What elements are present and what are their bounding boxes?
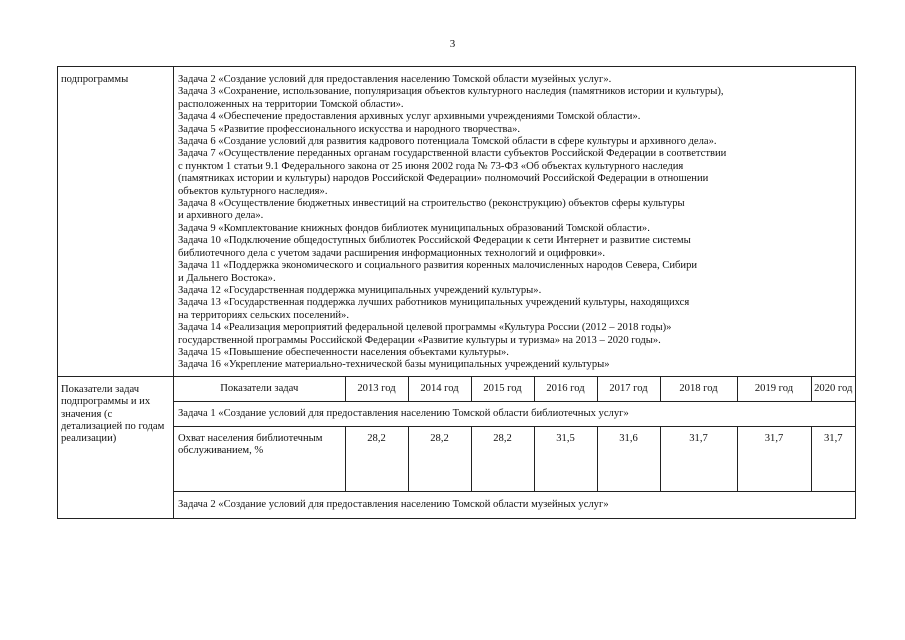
task-line: Задача 6 «Создание условий для развития кадрового потенциала Томской области в сфере культуры и архивного дела». <box>178 136 717 148</box>
task-line: Задача 11 «Поддержка экономического и социального развития коренных малочисленных народов Севера, Сибири <box>178 260 698 272</box>
header-year: 2016 год <box>534 377 597 402</box>
task-heading-row <box>174 491 855 518</box>
task-line: государственной программы Российской Федерации «Развитие культуры и туризма» на 2013 – 2020 годы». <box>178 334 661 346</box>
task-line: Задача 2 «Создание условий для предоставления населению Томской области музейных услуг». <box>178 74 612 85</box>
task-heading-row <box>174 401 855 426</box>
indicator-row <box>174 426 855 491</box>
indicators-row <box>58 376 856 518</box>
header-year: 2015 год <box>471 377 534 402</box>
indicator-value: 28,2 <box>471 426 534 491</box>
task-line: Задача 8 «Осуществление бюджетных инвестиций на строительство (реконструкцию) объектов сферы культуры <box>178 198 685 210</box>
task-line: Задача 4 «Обеспечение предоставления архивных услуг архивными учреждениями Томской области». <box>178 111 641 123</box>
task-line: (памятниках истории и культуры) народов Российской Федерации» полномочий Российской Федерации в отношении <box>178 173 709 185</box>
header-year: 2013 год <box>345 377 408 402</box>
task-line: и Дальнего Востока». <box>178 272 276 284</box>
indicator-value: 31,7 <box>811 426 855 491</box>
task-line: с пунктом 1 статьи 9.1 Федерального закона от 25 июня 2002 года № 73-ФЗ «Об объектах культурного наследия <box>178 160 684 172</box>
indicator-value: 31,7 <box>737 426 811 491</box>
task-line: Задача 13 «Государственная поддержка лучших работников муниципальных учреждений культуры, находящихся <box>178 297 690 309</box>
header-indicator: Показатели задач <box>174 377 345 402</box>
header-year: 2020 год <box>811 377 855 402</box>
indicator-value: 31,6 <box>597 426 660 491</box>
tasks-label: подпрограммы <box>58 67 174 377</box>
indicator-value: 31,5 <box>534 426 597 491</box>
task-heading: Задача 1 «Создание условий для предоставления населению Томской области библиотечных услуг» <box>174 401 855 426</box>
task-line: Задача 16 «Укрепление материально-технической базы муниципальных учреждений культуры» <box>178 359 610 371</box>
task-line: Задача 12 «Государственная поддержка муниципальных учреждений культуры». <box>178 284 542 296</box>
indicators-label: Показатели задач подпрограммы и их значения (с детализацией по годам реализации) <box>58 376 174 518</box>
tasks-list <box>174 67 856 377</box>
header-year: 2018 год <box>660 377 737 402</box>
indicator-value: 31,7 <box>660 426 737 491</box>
task-heading: Задача 2 «Создание условий для предоставления населению Томской области музейных услуг» <box>174 491 855 518</box>
indicators-header-row <box>174 377 855 402</box>
page-number: 3 <box>449 38 456 50</box>
task-line: Задача 3 «Сохранение, использование, популяризация объектов культурного наследия (памятников истории и культуры), <box>178 86 724 98</box>
subprogram-passport-table <box>57 66 856 519</box>
indicator-name: Охват населения библиотечным обслуживанием, % <box>174 426 345 491</box>
task-line: Задача 7 «Осуществление переданных органам государственной власти субъектов Российской Федерации в соответствии <box>178 148 727 160</box>
task-line: объектов культурного наследия». <box>178 185 328 197</box>
header-year: 2014 год <box>408 377 471 402</box>
header-year: 2017 год <box>597 377 660 402</box>
indicator-value: 28,2 <box>408 426 471 491</box>
task-line: на территориях сельских поселений». <box>178 309 350 321</box>
tasks-row <box>58 67 856 377</box>
indicator-value: 28,2 <box>345 426 408 491</box>
task-line: Задача 9 «Комплектование книжных фондов библиотек муниципальных образований Томской области». <box>178 222 650 234</box>
task-line: и архивного дела». <box>178 210 264 222</box>
task-line: библиотечного дела с учетом задачи расширения информационных технологий и оцифровки». <box>178 247 606 259</box>
task-line: Задача 5 «Развитие профессионального искусства и народного творчества». <box>178 123 521 135</box>
task-line: Задача 10 «Подключение общедоступных библиотек Российской Федерации к сети Интернет и развитие системы <box>178 235 691 247</box>
indicators-cell <box>174 376 856 518</box>
task-line: Задача 15 «Повышение обеспеченности населения объектами культуры». <box>178 346 509 358</box>
indicators-table <box>174 377 855 518</box>
task-line: Задача 14 «Реализация мероприятий федеральной целевой программы «Культура России (2012 – 2018 годы)» <box>178 322 672 334</box>
header-year: 2019 год <box>737 377 811 402</box>
task-line: расположенных на территории Томской области». <box>178 98 404 110</box>
